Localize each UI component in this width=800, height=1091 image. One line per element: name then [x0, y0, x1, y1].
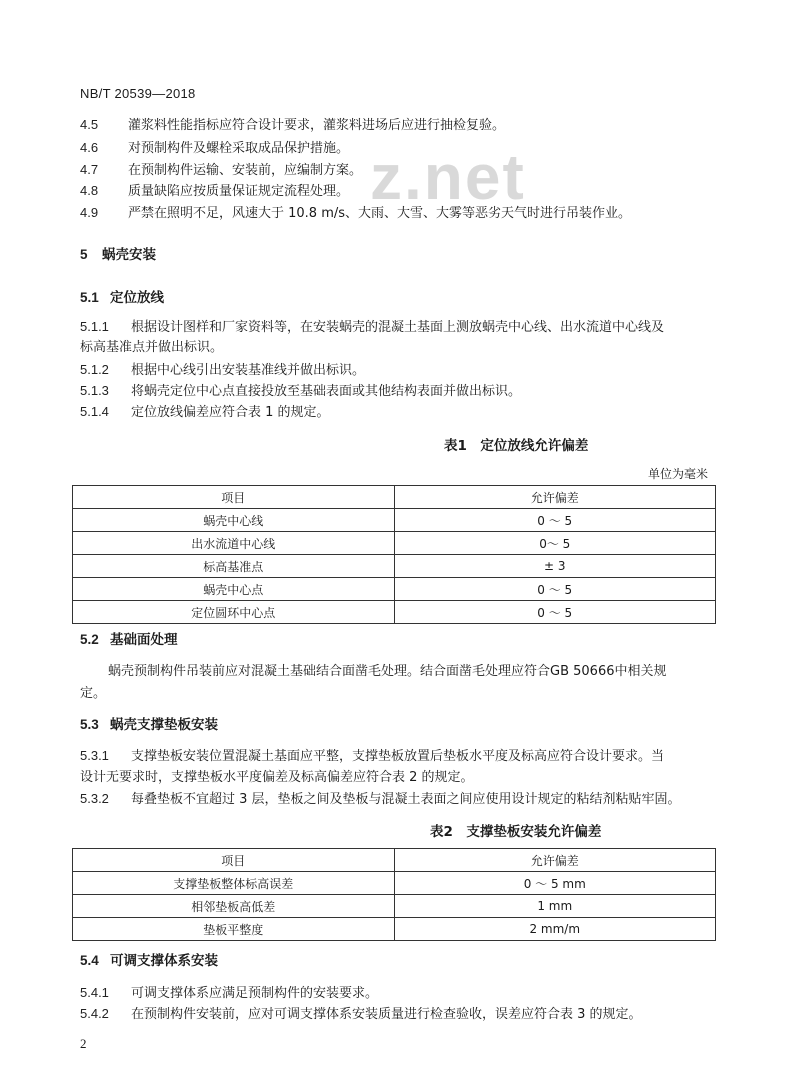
section-heading-5-3	[80, 715, 218, 735]
column-header: 项目	[73, 849, 395, 872]
clause-5-4-2	[80, 1004, 642, 1025]
table-cell: 0 ～ 5	[394, 601, 716, 624]
table-row	[73, 532, 716, 555]
clause-number: 4.6	[80, 140, 99, 155]
clause-number: 4.9	[80, 205, 99, 220]
clause-5-1-1	[80, 317, 664, 338]
clause-5-3-1-continued: 设计无要求时，支撑垫板水平度偏差及标高偏差应符合表 2 的规定。	[80, 770, 474, 785]
table-1	[72, 485, 716, 624]
section-title: 基础面处理	[110, 632, 178, 648]
table-row	[73, 555, 716, 578]
clause-number: 4.5	[80, 117, 99, 132]
table-header-row	[73, 849, 716, 872]
document-code: NB/T 20539—2018	[80, 86, 196, 101]
table-cell: 1 mm	[394, 895, 716, 918]
clause-number: 4.8	[80, 183, 99, 198]
table-cell: 垫板平整度	[73, 918, 395, 941]
clause-5-4-1	[80, 983, 378, 1004]
section-number: 5.3	[80, 717, 99, 732]
clause-5-3-2	[80, 789, 681, 810]
section-title: 可调支撑体系安装	[110, 953, 218, 969]
clause-5-1-4	[80, 402, 330, 423]
table-row	[73, 918, 716, 941]
column-header: 项目	[73, 486, 395, 509]
section-title: 蜗壳安装	[102, 247, 156, 263]
table-1-caption: 表1 定位放线允许偏差	[444, 438, 589, 454]
clause-5-3-1	[80, 746, 664, 767]
watermark: z.net	[370, 141, 526, 213]
table-row	[73, 578, 716, 601]
table-2-caption: 表2 支撑垫板安装允许偏差	[430, 824, 602, 840]
clause-4-5	[80, 115, 505, 136]
section-heading-5	[80, 245, 156, 265]
clause-text: 定位放线偏差应符合表 1 的规定。	[131, 405, 330, 420]
paragraph-5-2-continued: 定。	[80, 686, 107, 701]
clause-5-1-2	[80, 360, 365, 381]
table-row	[73, 601, 716, 624]
clause-5-1-1-continued: 标高基准点并做出标识。	[80, 340, 224, 355]
clause-text: 灌浆料性能指标应符合设计要求，灌浆料进场后应进行抽检复验。	[128, 118, 506, 133]
column-header: 允许偏差	[394, 849, 716, 872]
clause-number: 5.1.3	[80, 383, 109, 398]
page-number: 2	[80, 1036, 87, 1051]
section-heading-5-2	[80, 630, 178, 650]
section-number: 5.4	[80, 953, 99, 968]
section-title: 蜗壳支撑垫板安装	[110, 717, 218, 733]
clause-4-7	[80, 160, 362, 181]
clause-text: 可调支撑体系应满足预制构件的安装要求。	[131, 986, 379, 1001]
clause-text: 根据设计图样和厂家资料等，在安装蜗壳的混凝土基面上测放蜗壳中心线、出水流道中心线及	[131, 320, 665, 335]
clause-number: 5.3.2	[80, 791, 109, 806]
clause-4-8	[80, 181, 349, 202]
table-cell: ± 3	[394, 555, 716, 578]
clause-5-1-3	[80, 381, 521, 402]
section-number: 5	[80, 247, 88, 262]
table-cell: 定位圆环中心点	[73, 601, 395, 624]
table-header-row	[73, 486, 716, 509]
clause-text: 根据中心线引出安装基准线并做出标识。	[131, 363, 366, 378]
clause-number: 5.1.1	[80, 319, 109, 334]
table-cell: 0 ～ 5	[394, 578, 716, 601]
clause-number: 5.4.1	[80, 985, 109, 1000]
table-cell: 0 ～ 5 mm	[394, 872, 716, 895]
clause-number: 5.1.4	[80, 404, 109, 419]
clause-text: 在预制构件运输、安装前，应编制方案。	[128, 163, 363, 178]
column-header: 允许偏差	[394, 486, 716, 509]
clause-text: 在预制构件安装前，应对可调支撑体系安装质量进行检查验收，误差应符合表 3 的规定。	[131, 1007, 642, 1022]
section-heading-5-1	[80, 288, 164, 308]
table-1-unit: 单位为毫米	[647, 467, 708, 481]
clause-number: 5.1.2	[80, 362, 109, 377]
section-heading-5-4	[80, 951, 218, 971]
table-cell: 支撑垫板整体标高误差	[73, 872, 395, 895]
table-cell: 0 ～ 5	[394, 509, 716, 532]
table-row	[73, 872, 716, 895]
clause-number: 5.3.1	[80, 748, 109, 763]
table-cell: 出水流道中心线	[73, 532, 395, 555]
table-cell: 相邻垫板高低差	[73, 895, 395, 918]
table-2	[72, 848, 716, 941]
clause-4-6	[80, 138, 349, 159]
section-number: 5.1	[80, 290, 99, 305]
table-row	[73, 509, 716, 532]
table-cell: 蜗壳中心点	[73, 578, 395, 601]
clause-text: 对预制构件及螺栓采取成品保护措施。	[128, 141, 350, 156]
clause-number: 5.4.2	[80, 1006, 109, 1021]
table-row	[73, 895, 716, 918]
section-title: 定位放线	[110, 290, 164, 306]
table-cell: 2 mm/m	[394, 918, 716, 941]
table-cell: 标高基准点	[73, 555, 395, 578]
clause-text: 每叠垫板不宜超过 3 层，垫板之间及垫板与混凝土表面之间应使用设计规定的粘结剂粘贴牢固。	[131, 792, 681, 807]
paragraph-5-2: 蜗壳预制构件吊装前应对混凝土基础结合面凿毛处理。结合面凿毛处理应符合GB 50666中相关规	[108, 664, 667, 679]
clause-text: 质量缺陷应按质量保证规定流程处理。	[128, 184, 350, 199]
table-cell: 0～ 5	[394, 532, 716, 555]
table-cell: 蜗壳中心线	[73, 509, 395, 532]
clause-text: 支撑垫板安装位置混凝土基面应平整，支撑垫板放置后垫板水平度及标高应符合设计要求。当	[131, 749, 665, 764]
clause-text: 严禁在照明不足，风速大于 10.8 m/s、大雨、大雪、大雾等恶劣天气时进行吊装作业。	[128, 206, 632, 221]
section-number: 5.2	[80, 632, 99, 647]
clause-4-9	[80, 203, 631, 224]
clause-text: 将蜗壳定位中心点直接投放至基础表面或其他结构表面并做出标识。	[131, 384, 522, 399]
clause-number: 4.7	[80, 162, 99, 177]
